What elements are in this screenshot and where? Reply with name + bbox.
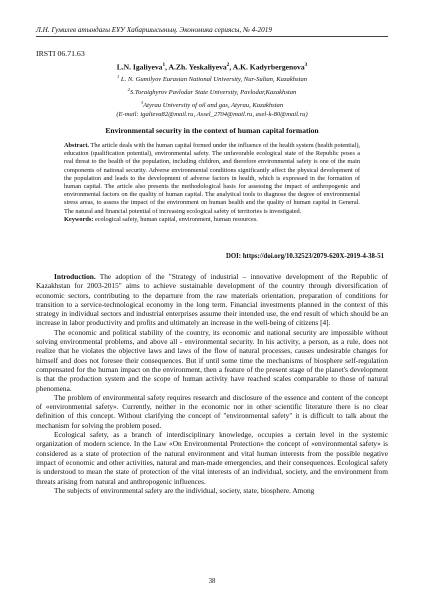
author-affil-mark: 2 bbox=[226, 62, 230, 68]
abstract-label: Abstract. bbox=[64, 142, 90, 149]
affiliation bbox=[0, 85, 424, 98]
intro-paragraph bbox=[36, 272, 388, 328]
affiliation-mark: 1 bbox=[116, 74, 120, 79]
body-paragraph: The economic and political stability of the country, its economic and national security are impossible without solving environmental problems, and above all - environmental security. In his activity, a person, as a rule, does not realize that he violates the objective laws and laws of the flow of natural processes, causes undesirable changes for himself and does not foresee their consequences. But if until some time the mechanisms of biosphere self-regulation compensated for the human impact on the environment, then a feature of the present stage of the planet's development is that the production system and the scope of human activity have reached scales comparable to those of natural phenomena. bbox=[36, 327, 388, 393]
author-affil-mark: 3 bbox=[304, 62, 308, 68]
body-paragraph: The subjects of environmental safety are the individual, society, state, biosphere. Among bbox=[54, 485, 315, 495]
page-number: 38 bbox=[208, 578, 216, 585]
irsti-code: IRSTI 06.71.63 bbox=[36, 49, 85, 58]
abstract bbox=[64, 142, 360, 224]
abstract-text: The article deals with the human capital formed under the influence of the health system (health potential), education (qualification potential), environmental safety. The unfavorable ecological state of the Republic poses a real threat to the health of the population, including children, and therefore environmental safety is one of the main components of national security. Adverse environmental conditions significantly affect the physical development of the population and leads to the development of adverse factors in health, which is expressed in the formation of human capital. The article also presents the methodological basis for assessing the impact of anthropogenic and environmental factors on the quality of human capital. The analytical tools to diagnose the degree of environmental stress areas, to assess the impact of the environment on human health and the quality of human capital in General. The natural and financial potential of increasing ecological safety of territories is investigated. bbox=[64, 142, 361, 215]
keywords-text: ecological safety, human capital, environment, human resources. bbox=[94, 215, 258, 223]
author-name: L.N. Igaliyeva bbox=[116, 62, 163, 72]
author-emails: (E-mail: igalieva82@mail.ru, Assel_2704@mail.ru, asel-k-80@mail.ru) bbox=[116, 111, 308, 119]
body-paragraph: The problem of environmental safety requires research and disclosure of the essence and content of the concept of «environmental safety». Currently, neither in the economic nor in other scientific literature there is no clear definition of this concept. Without clarifying the concept of "environmental safety" it is difficult to talk about the mechanism for solving the problem posed. bbox=[36, 392, 388, 430]
affiliation bbox=[0, 98, 424, 111]
affiliation-mark: 2 bbox=[127, 86, 130, 92]
running-header: Л.Н. Гумилев атындағы ЕҰУ Хабаршысының. Экономика сериясы, № 4-2019 bbox=[36, 26, 388, 37]
keywords bbox=[64, 216, 360, 224]
author-name: A.Zh. Yeskaliyeva bbox=[168, 62, 227, 72]
affiliation-text: L. N. Gumilyov Eurasian National University, Nur-Sultan, Kazakhstan bbox=[120, 76, 308, 84]
affiliations bbox=[0, 72, 424, 120]
intro-text: The adoption of the "Strategy of industrial – innovative development of the Republic of Kazakhstan for 2003-2015" aims to achieve sustainable development of the country through diversification of economic sectors, contributing to the departure from the raw materials orientation, preparation of conditions for transition to a service-technological economy in the long term. Financial investments planned in the context of this strategy in individual sectors and industrial enterprises assume their intended use, the end result of which should be an increase in labor productivity and profits and ultimately an increase in the well-being of citizens [4]. bbox=[36, 272, 388, 328]
author-name: A.K. Kadyrbergenova bbox=[232, 62, 305, 72]
body-text bbox=[36, 272, 388, 495]
author-line: L.N. Igaliyeva$^1$, A.Zh. Yeskaliyeva$^2$, A.K. Kadyrbergenova$^3$ bbox=[116, 62, 308, 72]
affiliation bbox=[0, 72, 424, 85]
keywords-label: Keywords: bbox=[64, 215, 94, 223]
affiliation-text: Atyrau University of oil and gas, Atyrau, Kazakhstan bbox=[143, 101, 284, 109]
doi-link[interactable]: DOI: https://doi.org/10.32523/2079-620X-2019-4-38-51 bbox=[225, 253, 384, 260]
affiliation-text: S.Toraighyrov Pavlodar State University, Pavlodar,Kazakhstan bbox=[129, 88, 297, 96]
intro-label: Introduction. bbox=[54, 272, 96, 281]
body-paragraph: Ecological safety, as a branch of interdisciplinary knowledge, occupies a certain level in the systemic organization of modern science. In the Law «On Environmental Protection» the concept of «environmental safety» is considered as a state of protection of the natural environment and vital human interests from the possible negative impact of economic and other activities, natural and man-made emergencies, and their consequences. Ecological safety is understood to mean the state of protection of the vital interests of an individual, society, and the environment from threats arising from natural and anthropogenic influences. bbox=[36, 430, 388, 486]
author-affil-mark: 1 bbox=[162, 62, 166, 68]
paper-title: Environmental security in the context of human capital formation bbox=[105, 126, 319, 135]
affiliation-mark: 3 bbox=[140, 99, 144, 105]
